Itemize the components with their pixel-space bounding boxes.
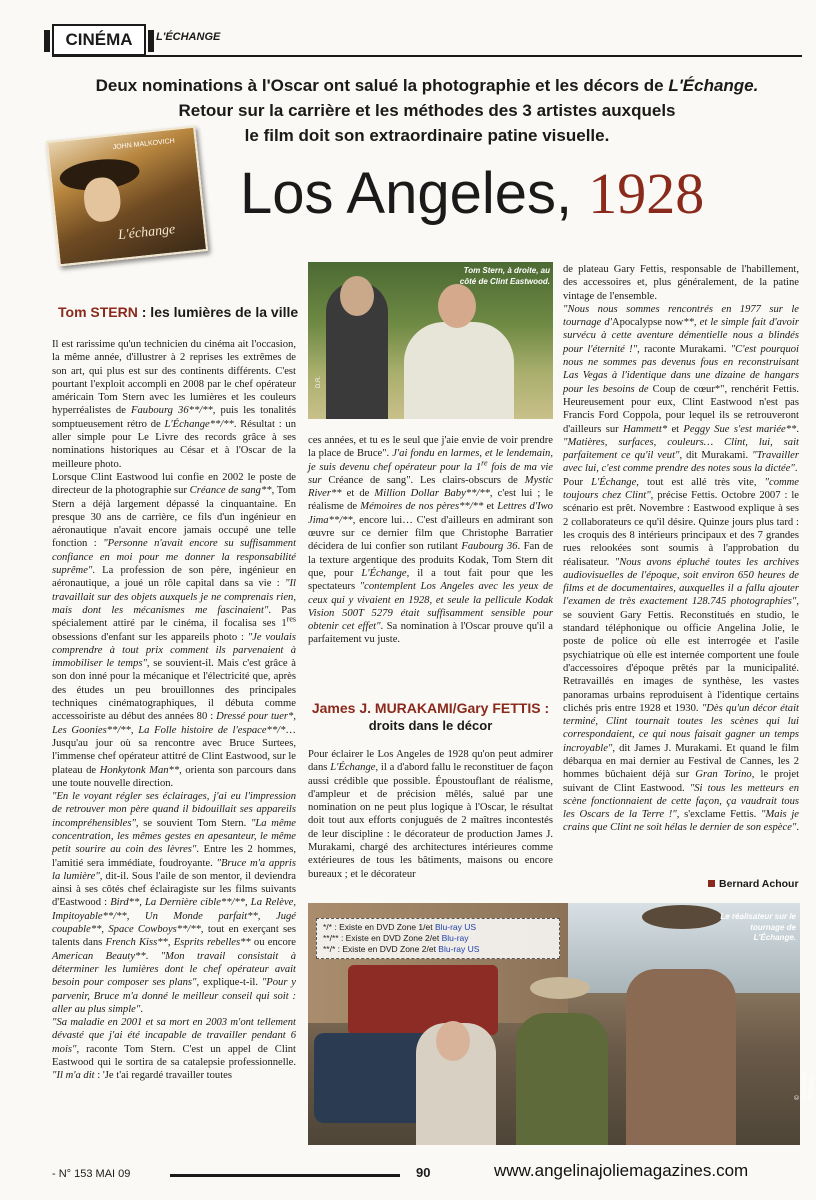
section-tab: CINÉMA [52, 24, 146, 56]
column-2-text: ces années, et tu es le seul que j'aie envie de voir prendre la place de Bruce". J'ai fondu en larmes, et le lendemain, je suis devenu chef opérateur pour la 1re fois de ma vie sur Créance de sang". Les clairs-obscurs de Mystic River** et de Million Dollar Baby**/**, c'est lui ; le réalisme de Mémoires de nos pères**/** et Lettres d'Iwo Jima**/**, encore lui… C'est d'ailleurs en admirant son œuvre sur ce dernier film que Christophe Barratier décidera de lui confier son rutilant Faubourg 36. Fan de la texture argentique des produits Kodak, Tom Stern dit que, pour L'Échange, il a tout fait pour que les spectateurs "contemplent Los Angeles avec les yeux de ceux qui y vivaient en 1928, et seule la pellicule Kodak Vision 500T 5279 était suffisamment sensible pour obtenir cet effet". Sa nomination à l'Oscar prouve qu'il a parfaitement vu juste. [308, 435, 554, 646]
column-3-text: de plateau Gary Fettis, responsable de l'habillement, des accessoires et, plus généralement, de la patine vintage de l'ensemble. "Nous nous sommes rencontrés en 1977 sur le tournage d'Apocalypse now**, et le simple fait d'avoir survécu à cette aventure démentielle nous a blindés pour l'éternité !", raconte Murakami. "C'est pourquoi nous ne sommes pas devenus fous en reconstruisant Las Vegas à l'identique dans une dizaine de hangars pour les besoins de Coup de cœur*", renchérit Fettis. Heureusement pour eux, Clint Eastwood n'est pas Francis Ford Coppola, pour lequel ils se retrouveront d'ailleurs sur Hammett* et Peggy Sue s'est mariée**. "Matières, surfaces, couleurs… Clint, lui, sait parfaitement ce qu'il veut", dit Murakami. "Travailler avec lui, c'est comme prendre des notes sous la dictée". Pour L'Échange, tout est allé très vite, "comme toujours chez Clint", précise Fettis. Octobre 2007 : le scénario est prêt. Novembre : Eastwood explique à ses 2 collaborateurs ce qu'il désire. Quinze jours plus tard : les croquis des 8 intérieurs principaux et des 7 grandes rues relookées sont soumis à l'approbation du réalisateur. "Nous avons épluché toutes les archives audiovisuelles de l'époque, soit environ 650 heures de films et de documentaires, auxquelles il a fallu ajouter l'examen de très exactement 128.745 photographies", se souvient Gary Fettis. Reconstitués en studio, le standard téléphonique ou officie Angelina Jolie, le poste de police où elle est interrogée et l'asile psychiatrique où elle est internée comportent une foule d'accessoires d'époque prêtés par la municipalité. Retravaillés en images de synthèse, les vastes panoramas urbains reproduisent à l'identique certains clichés pris entre 1928 et 1930. "Dès qu'un décor était terminé, Clint tournait toutes les scènes qui lui correspondaient, ce qui nous faisait gagner un temps incroyable", dit James J. Murakami. Et quand le film débarqua en mai dernier au Festival de Cannes, les 2 hommes bûchaient déjà sur Gran Torino, le projet suivant de Clint Eastwood. "Si tous les metteurs en scène fonctionnaient de cette façon, ça vaudrait tous les Oscars de la Terre !", s'exclame Fettis. "Mais je crains que Clint ne soit hélas le dernier de son espèce". [563, 264, 800, 834]
movie-poster [46, 126, 208, 267]
photo-1-credit: D.R. [316, 376, 322, 388]
photo2-hat-3 [642, 905, 722, 929]
headline-year: 1928 [588, 161, 705, 226]
photo-1-caption: Tom Stern, à droite, au côté de Clint Eastwood. [459, 266, 550, 286]
column-2b-text: Pour éclairer le Los Angeles de 1928 qu'on peut admirer dans L'Échange, il a d'abord fallu le reconstituer de façon aussi crédible que possible. Époustouflant de réalisme, d'ampleur et de précision mêlés, salué par une nomination on ne peut plus logique à l'Oscar, le résultat doit tout aux efforts conjugués de 2 maîtres incontestés de leur discipline : le décorateur de production James J. Murakami, chargé des architectures intérieures comme extérieures de tous les bâtiments, maisons ou encore bureaux ; et le décorateur [308, 749, 553, 880]
dvd-legend [316, 918, 560, 959]
chapeau-line-2: Retour sur la carrière et les méthodes des 3 artistes auxquels [178, 101, 676, 120]
chapeau-line-3: le film doit son extraordinaire patine visuelle. [244, 126, 610, 145]
chapeau-line-1: Deux nominations à l'Oscar ont salué la photographie et les décors de L'Échange. [95, 76, 759, 95]
footer-website: www.angelinajoliemagazines.com [494, 1161, 749, 1180]
photo1-head-right [438, 284, 476, 328]
section-subtitle: L'ÉCHANGE [156, 31, 221, 43]
poster-title: L'échange [117, 222, 176, 244]
photo1-figure-right [404, 322, 514, 419]
footer-issue: - N° 153 MAI 09 [52, 1168, 131, 1180]
byline: Bernard Achour [708, 878, 799, 890]
dvd-legend-row: */* : Existe en DVD Zone 1/et Blu-ray US [323, 922, 477, 932]
section-2-heading [308, 699, 553, 735]
photo2-head-1 [436, 1021, 470, 1061]
dvd-legend-row: **/** : Existe en DVD Zone 2/et Blu-ray [323, 933, 469, 943]
dvd-legend-row: **/* : Existe en DVD Zone 2/et Blu-ray US [323, 944, 480, 954]
photo2-hat-2 [530, 977, 590, 999]
headline: Los Angeles, 1928 [240, 161, 705, 226]
column-1-text: Il est rarissime qu'un technicien du cinéma ait l'occasion, la même année, d'illustrer à 2 reprises les extrêmes de son art, qui plus est sur des continents différents. C'est pourtant l'exploit accompli en 2008 par le chef opérateur américain Tom Stern avec les lumières et les couleurs hyperréalistes de Faubourg 36**/**, puis les tonalités somptueusement rétro de L'Échange**/**. Résultat : un aller simple pour Le Livre des records grâce à ses nominations historiques au César et à l'Oscar de la meilleure photo. Lorsque Clint Eastwood lui confie en 2002 le poste de directeur de la photographie sur Créance de sang**, Tom Stern a déjà largement dépassé la cinquantaine. En presque 30 ans de carrière, ce fils d'un ingénieur en aéronautique n'avait encore jamais occupé une telle fonction : "Personne n'avait encore su suffisamment confiance en moi pour me donner la responsabilité suprême". La profession de son père, ingénieur en aéronautique, a joué un rôle capital dans sa vie : "Il travaillait sur des objets auxquels je ne comprenais rien, mais dont les mécanismes me fascinaient". Pas spécialement attiré par le cinéma, il focalisa ses 1res obsessions d'enfant sur les appareils photo : "Je voulais comprendre à tout prix comment ils parvenaient à immobiliser le temps", se souvient-il. Mais c'est grâce à son don inné pour la mécanique et l'électricité que, après des études un peu brouillonnes des principales techniques cinématographiques, il débuta comme accessoiriste au début des années 80 : Dressé pour tuer*, Les Goonies**/**, La Folle histoire de l'espace**/*… Jusqu'au jour où sa rencontre avec Bruce Surtees, l'immense chef opérateur attitré de Clint Eastwood, sur le plateau de Honkytonk Man**, orienta son parcours dans une toute nouvelle direction. "En le voyant régler ses éclairages, j'ai eu l'impression de retrouver mon père quand il bidouillait ses appareils incompréhensibles", se souvient Tom Stern. "La même concentration, les mêmes gestes en apesanteur, le même petit sourire au coin des lèvres". Entre les 2 hommes, l'amitié sera immédiate, foudroyante. "Bruce m'a appris la lumière", dit-il. Sous l'aile de son mentor, il deviendra ainsi à ses côtés chef éclairagiste sur les films suivants d'Eastwood : Bird**, La Dernière cible**/**, La Relève, Impitoyable**/**, Un Monde parfait**, Jugé coupable**, Space Cowboys**/**, tout en exerçant ses talents dans French Kiss**, Esprits rebelles** ou encore American Beauty**. "Mon travail consistait à déterminer les lumières dont le chef opérateur avait besoin pour composer ses plans", explique-t-il. "Pour y parvenir, Bruce m'a donné le meilleur conseil qui soit : aller au plus simple". "Sa maladie en 2001 et sa mort en 2003 m'ont tellement dévasté que j'ai été incapable de travailler pendant 6 mois", raconte Tom Stern. C'est un appel de Clint Eastwood qui le sortira de sa catalepsie professionnelle. "Il m'a dit : 'Je t'ai regardé travailler toutes [52, 339, 297, 1082]
footer-rule [170, 1174, 400, 1177]
section-2-subtitle: droits dans le décor [368, 718, 493, 733]
photo-2-caption: Le réalisateur sur le tournage de L'Échange. [720, 912, 796, 942]
photo-2-credit: © Universal Pictures [794, 1072, 815, 1100]
section-2-names: James J. MURAKAMI/Gary FETTIS : [311, 700, 550, 716]
poster-actor-name: JOHN MALKOVICH [112, 137, 176, 152]
photo2-person-3 [626, 969, 736, 1145]
section-1-heading: Tom STERN : les lumières de la ville [58, 304, 299, 320]
top-rule [52, 55, 802, 57]
photo1-head-left [340, 276, 374, 316]
page-number: 90 [416, 1165, 431, 1180]
photo2-person-2 [516, 1013, 608, 1145]
